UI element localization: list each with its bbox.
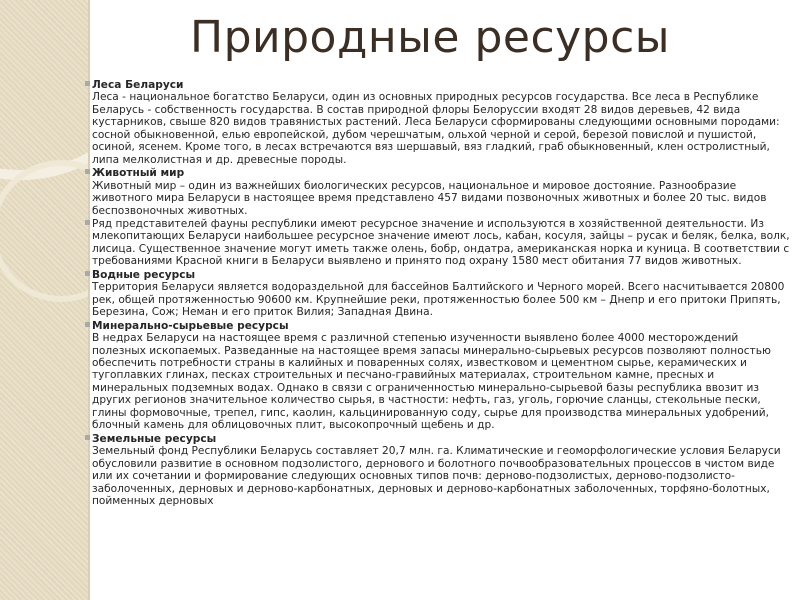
bullet-icon	[85, 435, 90, 440]
bullet-icon	[85, 169, 90, 174]
bullet-icon	[85, 81, 90, 86]
section-heading: Леса Беларуси	[92, 79, 184, 91]
section-land	[92, 433, 792, 508]
bullet-icon	[85, 220, 90, 225]
decorative-ring	[0, 0, 88, 180]
bullet-icon	[85, 271, 90, 276]
section-heading: Земельные ресурсы	[92, 432, 217, 445]
section-forests	[92, 79, 792, 166]
section-text: Территория Беларуси является водораздельной для бассейнов Балтийского и Черного морей. Всего насчитывается 20800 рек, общей протяженностью 90600 км. Крупнейшие реки, протяженностью более 500 км – Днепр и его притоки Припять, Березина, Сож; Неман и его приток Вилия; Западная Двина.	[92, 281, 785, 319]
section-fauna-resources	[92, 218, 792, 268]
section-minerals	[92, 320, 792, 432]
section-text: В недрах Беларуси на настоящее время с различной степенью изученности выявлено более 4000 месторождений полезных ископаемых. Разведанные на настоящее время запасы минерально-сырьевых ресурсов позволяют полностью обеспечить потребности страны в калийных и поваренных солях, известковом и цементном сырье, керамических и тугоплавких глинах, песках строительных и песчано-гравийных материалах, строительном камне, пресных и минеральных подземных водах. Однако в связи с ограниченностью минерально-сырьевой базы республика ввозит из других регионов значительное количество сырья, в частности: нефть, газ, уголь, горючие сланцы, стекольные пески, глины формовочные, трепел, гипс, каолин, кальцинированную соду, сырье для производства минеральных удобрений, блочный камень для облицовочных плит, высокопрочный щебень и др.	[92, 332, 771, 432]
section-heading: Водные ресурсы	[92, 268, 196, 281]
slide-content	[92, 79, 792, 508]
section-text: Леса - национальное богатство Беларуси, один из основных природных ресурсов государства. Все леса в Республике Беларусь - собственность государства. В состав природной флоры Белоруссии входят 28 видов деревьев, 42 вида кустарников, свыше 820 видов травянистых растений. Леса Беларуси сформированы следующими основными породами: сосной обыкновенной, елью европейской, дубом черешчатым, ольхой черной и серой, березой повислой и пушистой, осиной, ясенем. Кроме того, в лесах встречаются вяз шершавый, вяз гладкий, граб обыкновенный, клен остролистный, липа мелколистная и др. древесные породы.	[92, 91, 780, 166]
slide-title: Природные ресурсы	[190, 12, 671, 63]
section-fauna	[92, 167, 792, 217]
decorative-side-panel	[0, 0, 88, 600]
panel-divider	[88, 0, 90, 600]
section-text: Земельный фонд Республики Беларусь составляет 20,7 млн. га. Климатические и геоморфологические условия Беларуси обусловили развитие в основном подзолистого, дернового и болотного почвообразовательных процессов в чистом виде или их сочетании и формирование следующих основных типов почв: дерново-подзолистых, дерново-подзолисто-заболоченных, дерновых и дерново-карбонатных, дерновых и дерново-карбонатных заболоченных, торфяно-болотных, пойменных дерновых	[92, 445, 781, 507]
section-heading: Минерально-сырьевые ресурсы	[92, 319, 289, 332]
bullet-icon	[85, 322, 90, 327]
section-heading: Животный мир	[92, 167, 185, 180]
section-text: Ряд представителей фауны республики имеют ресурсное значение и используются в хозяйственной деятельности. Из млекопитающих Беларуси наибольшее ресурсное значение имеют лось, кабан, косуля, зайцы – русак и беляк, белка, волк, лисица. Существенное значение могут иметь также олень, бобр, ондатра, американская норка и куница. В соответствии с требованиями Красной книги в Беларуси выявлено и принято под охрану 1580 мест обитания 77 видов животных.	[92, 217, 790, 268]
section-water	[92, 269, 792, 319]
decorative-ring-small	[0, 160, 88, 302]
section-text: Животный мир – один из важнейших биологических ресурсов, национальное и мировое достояние. Разнообразие животного мира Беларуси в настоящее время представлено 457 видами позвоночных животных и более 20 тыс. видов беспозвоночных животных.	[92, 179, 767, 217]
